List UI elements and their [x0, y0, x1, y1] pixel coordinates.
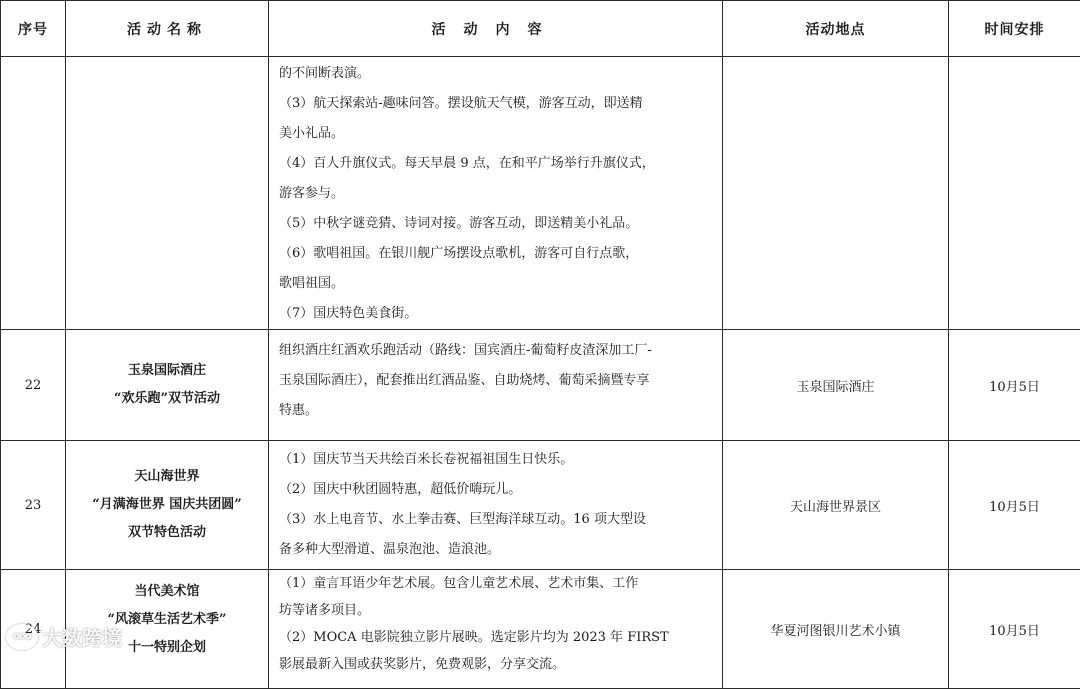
content-line: 影展最新入围或获奖影片，免费观影，分享交流。	[279, 651, 712, 678]
content-line: 美小礼品。	[279, 119, 712, 149]
activity-place: 玉泉国际酒庄	[723, 330, 949, 441]
activity-content	[269, 330, 723, 441]
content-line: （7）国庆特色美食街。	[279, 299, 712, 329]
header-content: 活动内容	[269, 1, 723, 57]
name-line: “月满海世界 国庆共团圆”	[66, 491, 268, 519]
table-row	[1, 441, 1080, 570]
activity-name	[66, 330, 269, 441]
content-line: 玉泉国际酒庄），配套推出红酒品鉴、自助烧烤、葡萄采摘暨专享	[279, 366, 712, 396]
activity-content	[269, 57, 723, 330]
content-line: （5）中秋字谜竞猜、诗词对接。游客互动，即送精美小礼品。	[279, 209, 712, 239]
name-line: 当代美术馆	[66, 578, 268, 606]
watermark	[6, 622, 122, 651]
activity-place: 天山海世界景区	[723, 441, 949, 570]
content-line: （3）水上电音节、水上拳击赛、巨型海洋球互动。16 项大型设	[279, 505, 712, 535]
content-line: 特惠。	[279, 396, 712, 426]
activity-time: 10月5日	[949, 330, 1080, 441]
content-line: 的不间断表演。	[279, 59, 712, 89]
name-line: 玉泉国际酒庄	[66, 357, 268, 385]
table-row	[1, 330, 1080, 441]
activity-place	[723, 57, 949, 330]
content-line: （4）百人升旗仪式。每天早晨 9 点，在和平广场举行升旗仪式，	[279, 149, 712, 179]
content-line: 坊等诸多项目。	[279, 597, 712, 624]
name-line: 天山海世界	[66, 463, 268, 491]
row-number: 24	[1, 570, 66, 689]
content-line: （2）MOCA 电影院独立影片展映。选定影片均为 2023 年 FIRST	[279, 624, 712, 651]
activity-name	[66, 57, 269, 330]
table-row	[1, 57, 1080, 330]
header-name: 活动名称	[66, 1, 269, 57]
activity-time: 10月5日	[949, 570, 1080, 689]
content-line: 备多种大型滑道、温泉泡池、造浪池。	[279, 535, 712, 565]
content-line: （2）国庆中秋团圆特惠，超低价嗨玩儿。	[279, 475, 712, 505]
activity-place: 华夏河图银川艺术小镇	[723, 570, 949, 689]
header-time: 时间安排	[949, 1, 1080, 57]
row-number: 23	[1, 441, 66, 570]
activity-content	[269, 441, 723, 570]
activity-time	[949, 57, 1080, 330]
watermark-text: 大数跨境	[42, 622, 122, 651]
activity-time: 10月5日	[949, 441, 1080, 570]
activity-name	[66, 441, 269, 570]
circle-logo-icon: ooo	[6, 624, 38, 650]
table-row	[1, 570, 1080, 689]
content-line: 游客参与。	[279, 179, 712, 209]
content-line: 组织酒庄红酒欢乐跑活动（路线：国宾酒庄-葡萄籽皮渣深加工厂-	[279, 336, 712, 366]
content-line: （3）航天探索站-趣味问答。摆设航天气模，游客互动，即送精	[279, 89, 712, 119]
content-line: 歌唱祖国。	[279, 269, 712, 299]
name-line: “风滚草生活艺术季”	[66, 606, 268, 634]
content-line: （1）国庆节当天共绘百米长卷祝福祖国生日快乐。	[279, 445, 712, 475]
content-line: （6）歌唱祖国。在银川舰广场摆设点歌机，游客可自行点歌，	[279, 239, 712, 269]
header-no: 序号	[1, 1, 66, 57]
row-number: 22	[1, 330, 66, 441]
name-line: “欢乐跑”双节活动	[66, 385, 268, 413]
header-place: 活动地点	[723, 1, 949, 57]
header-row	[1, 1, 1080, 57]
activity-content	[269, 570, 723, 689]
name-line: 双节特色活动	[66, 519, 268, 547]
row-number	[1, 57, 66, 330]
name-line: 十一特别企划	[66, 634, 268, 662]
content-line: （1）童言耳语少年艺术展。包含儿童艺术展、艺术市集、工作	[279, 570, 712, 597]
